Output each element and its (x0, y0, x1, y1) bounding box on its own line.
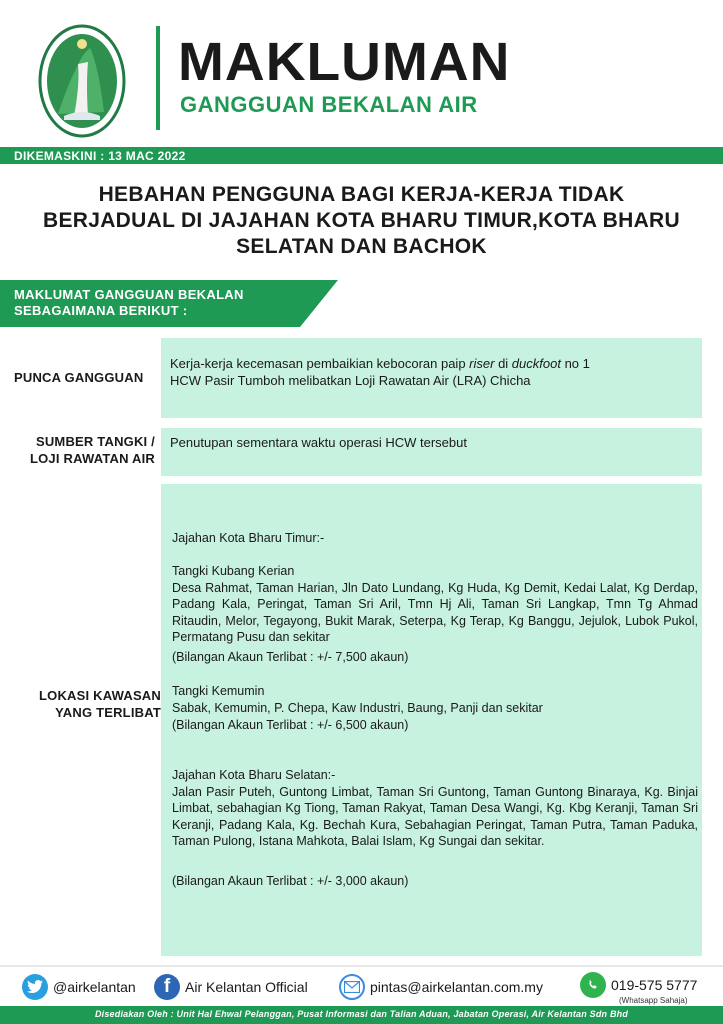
sumber-label (22, 433, 155, 467)
punca-text (170, 355, 690, 389)
tangki-kemumin-title: Tangki Kemumin (172, 684, 265, 698)
tangki-kubang-kerian-count: (Bilangan Akaun Terlibat : +/- 7,500 akaun) (172, 650, 409, 664)
tangki-kemumin-areas: Sabak, Kemumin, P. Chepa, Kaw Industri, Baung, Panji dan sekitar (172, 701, 543, 715)
punca-text-a: Kerja-kerja kecemasan pembaikian kebocoran paip (170, 356, 470, 371)
section-heading-line-1: MAKLUMAT GANGGUAN BEKALAN (14, 287, 244, 302)
section-heading (14, 287, 244, 319)
selatan-heading: Jajahan Kota Bharu Selatan:- (172, 768, 336, 782)
page-subtitle: GANGGUAN BEKALAN AIR (180, 92, 478, 117)
selatan-areas: Jalan Pasir Puteh, Guntong Limbat, Taman Sri Guntong, Taman Guntong Binaraya, Kg. Binjai Limbat, sebahagian Kg Tiong, Taman Rakyat, Taman Desa Wangi, Kg. Kbg Keranji, Taman Sri Keranji, Padang Kala, Kg. Bechah Kura, Sebahagian Peringat, Taman Putra, Taman Paduka, Taman Pulong, Istana Mahkota, Balai Islam, Kg Sungai dan sekitar. (172, 785, 698, 849)
lokasi-label (30, 687, 161, 721)
tangki-kubang-kerian-areas: Desa Rahmat, Taman Harian, Jln Dato Lundang, Kg Huda, Kg Demit, Kedai Lalat, Kg Derdap, Padang Kala, Peringat, Taman Sri Aril, Tmn Hj Ali, Taman Sri Langkap, Tmn Tg Ahmad Ritaudin, Melor, Tegayong, Bukit Marak, Seterpa, Kg Terap, Kg Banggu, Jejulok, Lubok Pukol, Permatang Pusu dan sekitar (172, 581, 698, 645)
twitter-icon (22, 974, 48, 1000)
email-icon (339, 974, 365, 1000)
whatsapp-icon (580, 972, 606, 998)
sumber-text: Penutupan sementara waktu operasi HCW tersebut (170, 435, 467, 450)
announcement-headline (0, 182, 723, 260)
punca-text-riser: riser (469, 356, 495, 371)
air-kelantan-logo (38, 24, 126, 138)
punca-text-duckfoot: duckfoot (511, 356, 561, 371)
prepared-by: Disediakan Oleh : Unit Hal Ehwal Pelanggan, Pusat Informasi dan Talian Aduan, Jabatan Operasi, Air Kelantan Sdn Bhd (94, 1009, 629, 1019)
facebook-page: Air Kelantan Official (185, 979, 308, 995)
headline-line-1: HEBAHAN PENGGUNA BAGI KERJA-KERJA TIDAK (98, 183, 625, 206)
headline-line-3: SELATAN DAN BACHOK (236, 235, 487, 258)
twitter-handle: @airkelantan (53, 979, 136, 995)
timur-heading: Jajahan Kota Bharu Timur:- (172, 531, 325, 545)
twitter-link[interactable] (22, 972, 136, 1002)
punca-text-line-2: HCW Pasir Tumboh melibatkan Loji Rawatan Air (LRA) Chicha (170, 373, 531, 388)
selatan-count: (Bilangan Akaun Terlibat : +/- 3,000 akaun) (172, 874, 409, 888)
facebook-icon: f (154, 974, 180, 1000)
email-link[interactable] (339, 972, 543, 1002)
punca-text-c: no 1 (560, 356, 590, 371)
tangki-kemumin-count: (Bilangan Akaun Terlibat : +/- 6,500 akaun) (172, 718, 409, 732)
section-heading-line-2: SEBAGAIMANA BERIKUT : (14, 303, 188, 318)
whatsapp-note: (Whatsapp Sahaja) (619, 996, 688, 1005)
punca-label: PUNCA GANGGUAN (14, 370, 144, 385)
facebook-link[interactable] (154, 972, 308, 1002)
lokasi-label-line-1: LOKASI KAWASAN (39, 688, 161, 703)
sumber-label-line-1: SUMBER TANGKI / (35, 434, 155, 449)
lokasi-label-line-2: YANG TERLIBAT (55, 705, 161, 720)
sumber-label-line-2: LOJI RAWATAN AIR (29, 451, 155, 466)
footer-divider (0, 965, 723, 967)
tangki-kubang-kerian-title: Tangki Kubang Kerian (172, 564, 295, 578)
header-divider (156, 26, 160, 130)
whatsapp-number: 019-575 5777 (611, 977, 698, 993)
page-title: MAKLUMAN (178, 32, 511, 92)
updated-date: DIKEMASKINI : 13 MAC 2022 (14, 149, 186, 163)
email-address: pintas@airkelantan.com.my (370, 979, 543, 995)
headline-line-2: BERJADUAL DI JAJAHAN KOTA BHARU TIMUR,KOTA BHARU (42, 209, 680, 232)
punca-text-b: di (494, 356, 512, 371)
